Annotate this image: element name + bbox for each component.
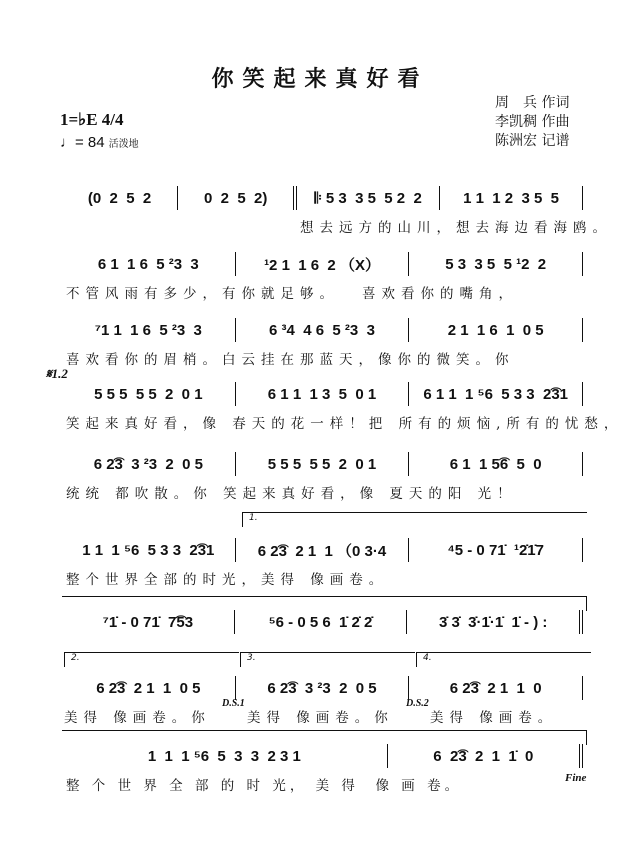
composer: 李凯稠 作曲 <box>495 114 570 130</box>
measure: 6 2͡3 2 1 1̇ 0 <box>388 744 583 768</box>
measure: 6 2͡3 2 1 1 0 <box>409 676 583 700</box>
lyric-segment: 美得 像画卷。 <box>430 710 558 726</box>
music-line <box>62 318 583 342</box>
fine-marker: Fine <box>565 772 587 784</box>
measure: 3̇ 3̇ 3̇·1̇·1̇ 1̇ - ) : <box>407 610 583 634</box>
measure: 1 1 1 ⁵6 5 3 3 2 3 1 <box>62 744 388 768</box>
measure: (0 2 5 2 <box>62 186 178 210</box>
measure: 1 1 1 2 3 5 5 <box>440 186 583 210</box>
music-line <box>62 252 583 276</box>
transcriber: 陈洲宏 记谱 <box>495 133 570 149</box>
tempo-marking: 活泼地 <box>108 139 139 150</box>
measure: 0 2 5 2) <box>178 186 297 210</box>
volta-bracket: 3. <box>240 652 415 667</box>
volta-bracket: 4. <box>416 652 591 667</box>
music-line <box>62 610 583 634</box>
measure: 5 5 5 5 5 2 0 1 <box>236 452 410 476</box>
tempo-value: ♩= 84 <box>60 134 105 151</box>
lyric-line: 统统 都吹散。你 笑起来真好看，像 夏天的阳 光！ <box>66 486 517 502</box>
lyric-line: 整 个 世 界 全 部 的 时 光， 美 得 像 画 卷。 <box>66 778 463 794</box>
music-line <box>62 186 583 210</box>
measure: 6 1 1 6 5 ²3 3 <box>62 252 236 276</box>
measure: 6 1 1 1 3 5 0 1 <box>236 382 410 406</box>
ds-marker: D.S.2 <box>406 698 429 709</box>
key-signature: 1=♭E 4/4 <box>60 110 124 129</box>
lyric-line: 想去远方的山川，想去海边看海鸥。 <box>300 220 612 236</box>
tempo <box>60 134 139 151</box>
measure: 5 3 3 5 5 ¹2 2 <box>409 252 583 276</box>
lyricist: 周 兵 作词 <box>495 95 570 111</box>
measure: 1 1 1 ⁵6 5 3 3 2͡31 <box>62 538 236 562</box>
measure: 6 2͡3 2 1 1 （0 3·4 <box>236 538 410 562</box>
music-line <box>62 676 583 700</box>
lyric-segment: 美得 像画卷。你 <box>64 710 211 726</box>
music-line <box>62 452 583 476</box>
lyric-line: 整个世界全部的时光，美得 像画卷。 <box>66 572 389 588</box>
music-line <box>62 382 583 406</box>
measure: 6 2͡3 3 ²3 2 0 5 <box>62 452 236 476</box>
measure: 6 2͡3 3 ²3 2 0 5 <box>236 676 410 700</box>
measure: 6 1 1 1 ⁵6 5 3 3 2͡31 <box>409 382 583 406</box>
continuation-bracket <box>62 596 587 611</box>
measure: 6 2͡3 2 1 1 0 5 <box>62 676 236 700</box>
lyric-line: 不管风雨有多少，有你就足够。 喜欢看你的嘴角， <box>66 286 519 302</box>
measure: 𝄆 5 3 3 5 5 2 2 <box>297 186 440 210</box>
measure: ¹2 1 1 6 2 （X） <box>236 252 410 276</box>
measure: ⁵6 - 0 5 6 1̇ 2̇ 2̇ <box>235 610 408 634</box>
lyric-line: 笑起来真好看，像 春天的花一样！把 所有的烦恼,所有的忧愁， <box>66 416 624 432</box>
song-title: 你笑起来真好看 <box>211 66 429 92</box>
measure: ⁷1 1 1 6 5 ²3 3 <box>62 318 236 342</box>
credits <box>495 94 569 151</box>
lyric-line: 喜欢看你的眉梢。白云挂在那蓝天，像你的微笑。你 <box>66 352 515 368</box>
lyric-segment: 美得 像画卷。你 <box>247 710 394 726</box>
measure: 6 1 1 5͡6 5 0 <box>409 452 583 476</box>
continuation-bracket <box>62 730 587 745</box>
volta-bracket: 1. <box>242 512 587 527</box>
music-line <box>62 744 583 768</box>
measure: 2 1 1 6 1 0 5 <box>409 318 583 342</box>
volta-bracket: 2. <box>64 652 239 667</box>
ds-marker: D.S.1 <box>222 698 245 709</box>
measure: ⁷1̇ - 0 71̇ 7͡53 <box>62 610 235 634</box>
segno-marker: 𝄋1.2 <box>46 366 68 381</box>
measure: 5 5 5 5 5 2 0 1 <box>62 382 236 406</box>
music-line <box>62 538 583 562</box>
measure: ⁴5 - 0 71̇ ¹2̇1̇7 <box>409 538 583 562</box>
measure: 6 ³4 4 6 5 ²3 3 <box>236 318 410 342</box>
